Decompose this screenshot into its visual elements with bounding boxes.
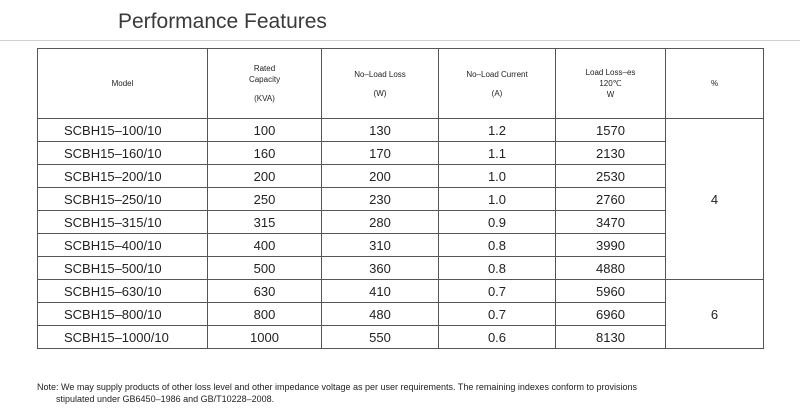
cell-capacity: 400 <box>208 234 322 257</box>
cell-model: SCBH15–800/10 <box>38 303 208 326</box>
cell-no-load-current: 0.7 <box>439 280 556 303</box>
header-capacity <box>208 49 322 119</box>
cell-model: SCBH15–630/10 <box>38 280 208 303</box>
cell-no-load-loss: 550 <box>322 326 439 349</box>
cell-capacity: 315 <box>208 211 322 234</box>
cell-no-load-loss: 170 <box>322 142 439 165</box>
cell-model: SCBH15–315/10 <box>38 211 208 234</box>
header-model: Model <box>38 49 208 119</box>
cell-no-load-current: 0.8 <box>439 257 556 280</box>
cell-load-loss: 5960 <box>556 280 666 303</box>
cell-model: SCBH15–400/10 <box>38 234 208 257</box>
cell-load-loss: 4880 <box>556 257 666 280</box>
footnote-line: Note: We may supply products of other loss level and other impedance voltage as per user requirements. The remaining indexes conform to provisions <box>37 382 637 392</box>
cell-no-load-loss: 410 <box>322 280 439 303</box>
cell-load-loss: 3990 <box>556 234 666 257</box>
cell-capacity: 200 <box>208 165 322 188</box>
cell-load-loss: 1570 <box>556 119 666 142</box>
cell-no-load-current: 0.7 <box>439 303 556 326</box>
cell-no-load-current: 0.6 <box>439 326 556 349</box>
cell-load-loss: 2530 <box>556 165 666 188</box>
header-no-load-loss-unit: (W) <box>373 88 387 98</box>
cell-load-loss: 2130 <box>556 142 666 165</box>
table-row <box>38 280 764 303</box>
cell-no-load-loss: 280 <box>322 211 439 234</box>
page-title: Performance Features <box>118 10 327 33</box>
performance-table <box>37 48 764 349</box>
cell-no-load-loss: 310 <box>322 234 439 257</box>
cell-no-load-loss: 360 <box>322 257 439 280</box>
cell-model: SCBH15–250/10 <box>38 188 208 211</box>
header-capacity-unit: (KVA) <box>254 94 275 103</box>
table-row <box>38 257 764 280</box>
table-row <box>38 188 764 211</box>
cell-model: SCBH15–1000/10 <box>38 326 208 349</box>
cell-no-load-loss: 480 <box>322 303 439 326</box>
header-load-loss <box>556 49 666 119</box>
header-no-load-loss <box>322 49 439 119</box>
footnote-line: stipulated under GB6450–1986 and GB/T10228–2008. <box>56 394 275 404</box>
cell-no-load-current: 1.2 <box>439 119 556 142</box>
cell-no-load-loss: 200 <box>322 165 439 188</box>
cell-no-load-current: 0.8 <box>439 234 556 257</box>
cell-model: SCBH15–160/10 <box>38 142 208 165</box>
header-no-load-current-unit: (A) <box>491 88 503 98</box>
cell-no-load-loss: 230 <box>322 188 439 211</box>
header-no-load-current-label: No–Load Current <box>466 69 528 79</box>
table-row <box>38 142 764 165</box>
table-header-row <box>38 49 764 119</box>
table-row <box>38 303 764 326</box>
header-load-loss-unit: W <box>606 90 615 99</box>
cell-impedance: 6 <box>666 280 764 349</box>
table-row <box>38 119 764 142</box>
cell-capacity: 630 <box>208 280 322 303</box>
cell-no-load-current: 1.0 <box>439 165 556 188</box>
footnote <box>37 381 777 405</box>
cell-load-loss: 3470 <box>556 211 666 234</box>
cell-capacity: 500 <box>208 257 322 280</box>
cell-model: SCBH15–500/10 <box>38 257 208 280</box>
cell-capacity: 100 <box>208 119 322 142</box>
header-no-load-loss-label: No–Load Loss <box>354 69 406 79</box>
header-load-loss-temp: 120℃ <box>599 79 622 88</box>
table-row <box>38 211 764 234</box>
cell-capacity: 160 <box>208 142 322 165</box>
header-load-loss-label: Load Loss–es <box>585 68 636 77</box>
table-row <box>38 326 764 349</box>
cell-capacity: 250 <box>208 188 322 211</box>
cell-no-load-current: 1.0 <box>439 188 556 211</box>
title-divider <box>0 40 800 41</box>
cell-capacity: 1000 <box>208 326 322 349</box>
cell-load-loss: 2760 <box>556 188 666 211</box>
cell-no-load-current: 0.9 <box>439 211 556 234</box>
header-no-load-current <box>439 49 556 119</box>
header-impedance: % <box>666 49 764 119</box>
cell-model: SCBH15–100/10 <box>38 119 208 142</box>
header-capacity-line: Rated <box>253 64 276 73</box>
cell-impedance: 4 <box>666 119 764 280</box>
cell-model: SCBH15–200/10 <box>38 165 208 188</box>
cell-load-loss: 8130 <box>556 326 666 349</box>
header-capacity-line: Capacity <box>248 75 281 84</box>
table-row <box>38 165 764 188</box>
cell-no-load-current: 1.1 <box>439 142 556 165</box>
table-row <box>38 234 764 257</box>
cell-no-load-loss: 130 <box>322 119 439 142</box>
cell-load-loss: 6960 <box>556 303 666 326</box>
cell-capacity: 800 <box>208 303 322 326</box>
